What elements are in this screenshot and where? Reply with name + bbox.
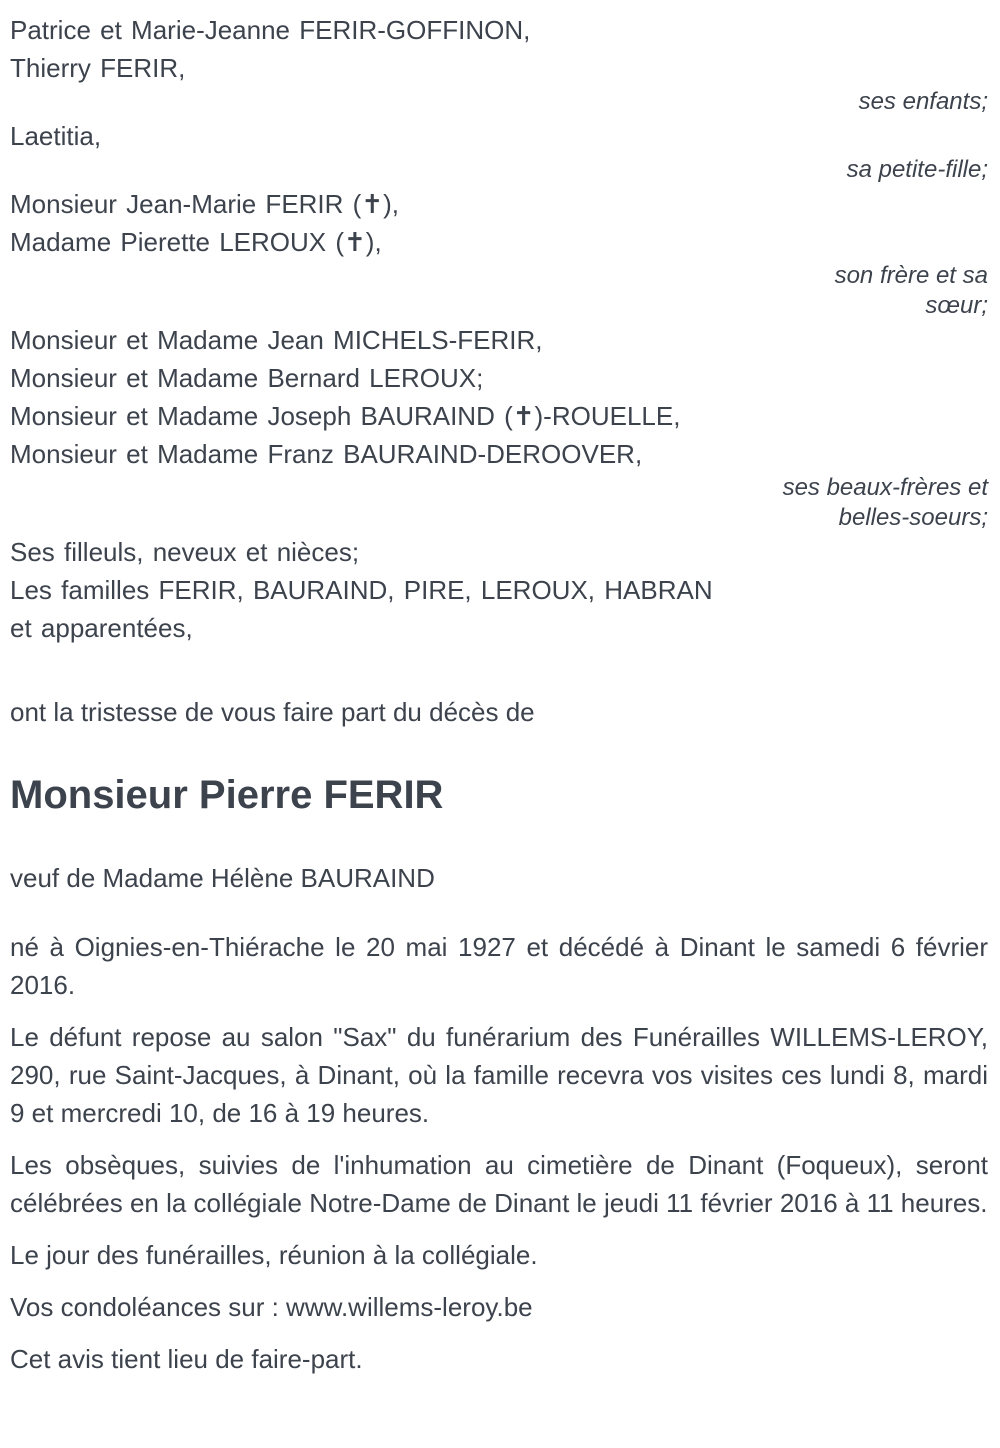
relation-label: sœur; <box>925 292 988 319</box>
family-name-line: Les familles FERIR, BAURAIND, PIRE, LEROUX, HABRAN <box>10 575 713 605</box>
family-name-line: Ses filleuls, neveux et nièces; <box>10 537 360 567</box>
deceased-name: Monsieur Pierre FERIR <box>10 773 444 817</box>
relation-label: sa petite-fille; <box>846 156 988 183</box>
family-name-line: Thierry FERIR, <box>10 53 186 83</box>
announcement-intro: ont la tristesse de vous faire part du décès de <box>10 697 535 727</box>
family-name-line: Monsieur et Madame Franz BAURAIND-DEROOVER, <box>10 439 643 469</box>
relation-label: ses beaux-frères et <box>782 474 988 501</box>
family-name-line: Monsieur Jean-Marie FERIR (✝), <box>10 189 399 219</box>
family-name-line: Monsieur et Madame Joseph BAURAIND (✝)-ROUELLE, <box>10 401 681 431</box>
family-name-line: et apparentées, <box>10 613 193 643</box>
paragraph-notice: Cet avis tient lieu de faire-part. <box>10 1344 363 1374</box>
paragraph-funeral-service: Les obsèques, suivies de l'inhumation au cimetière de Dinant (Foqueux), seront célébrées en la collégiale Notre-Dame de Dinant le jeudi 11 février 2016 à 11 heures. <box>10 1150 988 1218</box>
family-name-line: Monsieur et Madame Bernard LEROUX; <box>10 363 484 393</box>
relation-label: son frère et sa <box>834 262 988 289</box>
family-name-line: Madame Pierette LEROUX (✝), <box>10 227 382 257</box>
spouse-line: veuf de Madame Hélène BAURAIND <box>10 863 435 893</box>
paragraph-reunion: Le jour des funérailles, réunion à la collégiale. <box>10 1240 538 1270</box>
relation-label: belles-soeurs; <box>838 504 988 531</box>
family-name-line: Monsieur et Madame Jean MICHELS-FERIR, <box>10 325 543 355</box>
paragraph-funeral-home: Le défunt repose au salon "Sax" du funérarium des Funérailles WILLEMS-LEROY, 290, rue Saint-Jacques, à Dinant, où la famille recevra vos visites ces lundi 8, mardi 9 et mercredi 10, de 16 à 19 heures. <box>10 1022 988 1128</box>
family-section <box>10 11 988 647</box>
paragraph-condolences: Vos condoléances sur : www.willems-leroy.be <box>10 1292 533 1322</box>
paragraph-birth-death: né à Oignies-en-Thiérache le 20 mai 1927 et décédé à Dinant le samedi 6 février 2016. <box>10 932 988 1000</box>
family-name-line: Laetitia, <box>10 121 102 151</box>
family-name-line: Patrice et Marie-Jeanne FERIR-GOFFINON, <box>10 15 531 45</box>
relation-label: ses enfants; <box>858 88 988 115</box>
